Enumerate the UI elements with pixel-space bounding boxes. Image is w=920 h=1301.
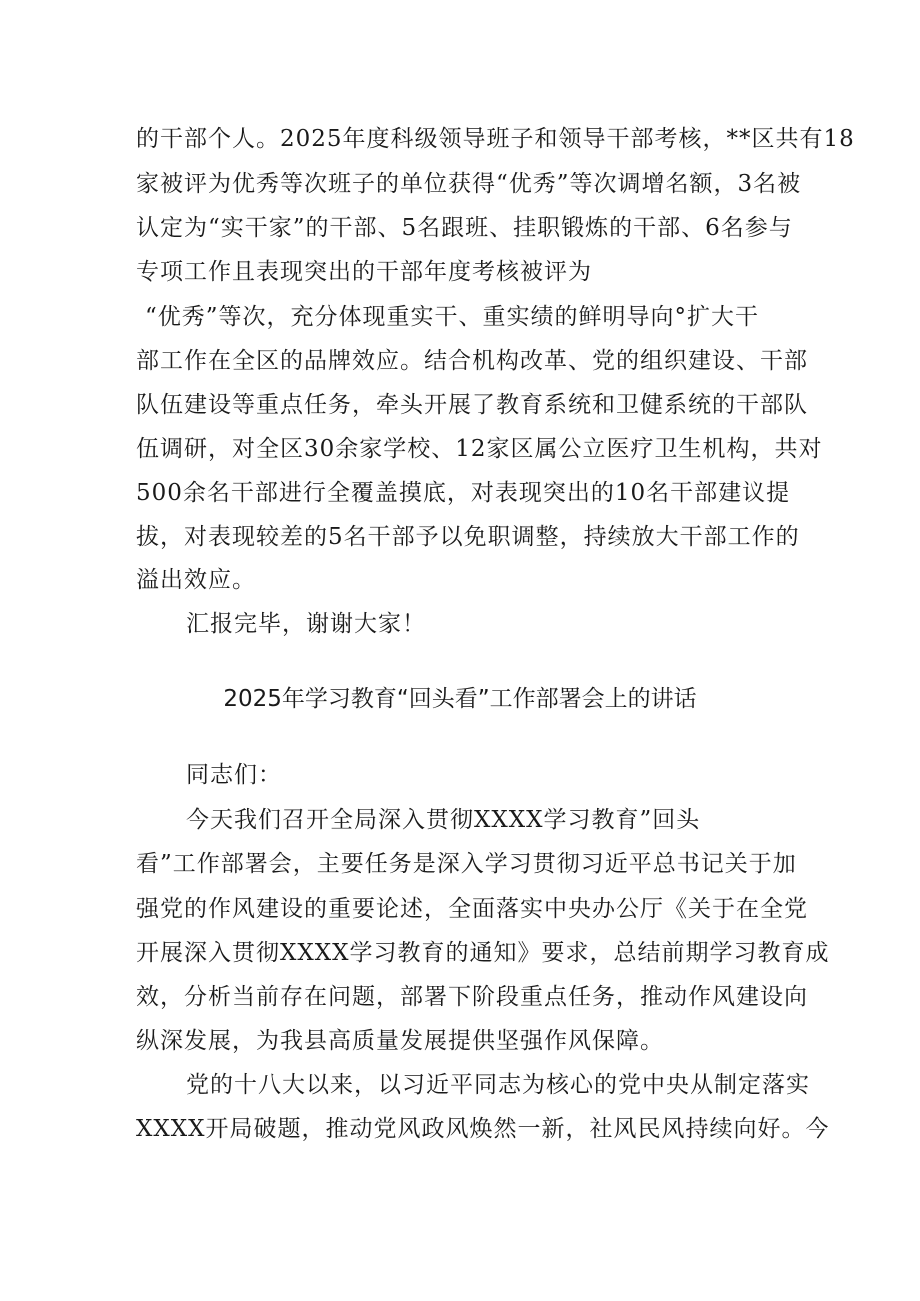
speech-title: 2025年学习教育“回头看”工作部署会上的讲话 — [223, 686, 697, 712]
text-line: 家被评为优秀等次班子的单位获得“优秀”等次调增名额，3名被 — [136, 171, 802, 197]
text-line: 500余名干部进行全覆盖摸底，对表现突出的10名干部建议提 — [136, 480, 791, 506]
text-line: 的干部个人。2025年度科级领导班子和领导干部考核，**区共有18 — [136, 126, 855, 152]
text-line: 溢出效应。 — [136, 567, 256, 593]
text-line: 看”工作部署会，主要任务是深入学习贯彻习近平总书记关于加 — [136, 851, 797, 877]
text-line: 纵深发展，为我县高质量发展提供坚强作风保障。 — [136, 1028, 664, 1054]
text-line: 效，分析当前存在问题，部署下阶段重点任务，推动作风建设向 — [136, 984, 808, 1010]
text-line: 部工作在全区的品牌效应。结合机构改革、党的组织建设、干部 — [136, 348, 808, 374]
closing-line: 汇报完毕，谢谢大家！ — [186, 611, 426, 637]
text-line: 开展深入贯彻XXXX学习教育的通知》要求，总结前期学习教育成 — [136, 940, 830, 966]
text-line: 队伍建设等重点任务，牵头开展了教育系统和卫健系统的干部队 — [136, 392, 808, 418]
text-line: “优秀”等次，充分体现重实干、重实绩的鲜明导向°扩大干 — [145, 304, 760, 330]
text-line: 伍调研，对全区30余家学校、12家区属公立医疗卫生机构，共对 — [136, 436, 823, 462]
text-line: 认定为“实干家”的干部、5名跟班、挂职锻炼的干部、6名参与 — [136, 215, 793, 241]
text-line: 党的十八大以来，以习近平同志为核心的党中央从制定落实 — [186, 1072, 810, 1098]
text-line: XXXX开局破题，推动党风政风焕然一新，社风民风持续向好。今 — [136, 1116, 830, 1142]
text-line: 拔，对表现较差的5名干部予以免职调整，持续放大干部工作的 — [136, 524, 800, 550]
text-line: 今天我们召开全局深入贯彻XXXX学习教育”回头 — [186, 807, 701, 833]
text-line: 专项工作且表现突出的干部年度考核被评为 — [136, 259, 592, 285]
salutation: 同志们： — [186, 762, 282, 788]
text-line: 强党的作风建设的重要论述，全面落实中央办公厅《关于在全党 — [136, 896, 808, 922]
